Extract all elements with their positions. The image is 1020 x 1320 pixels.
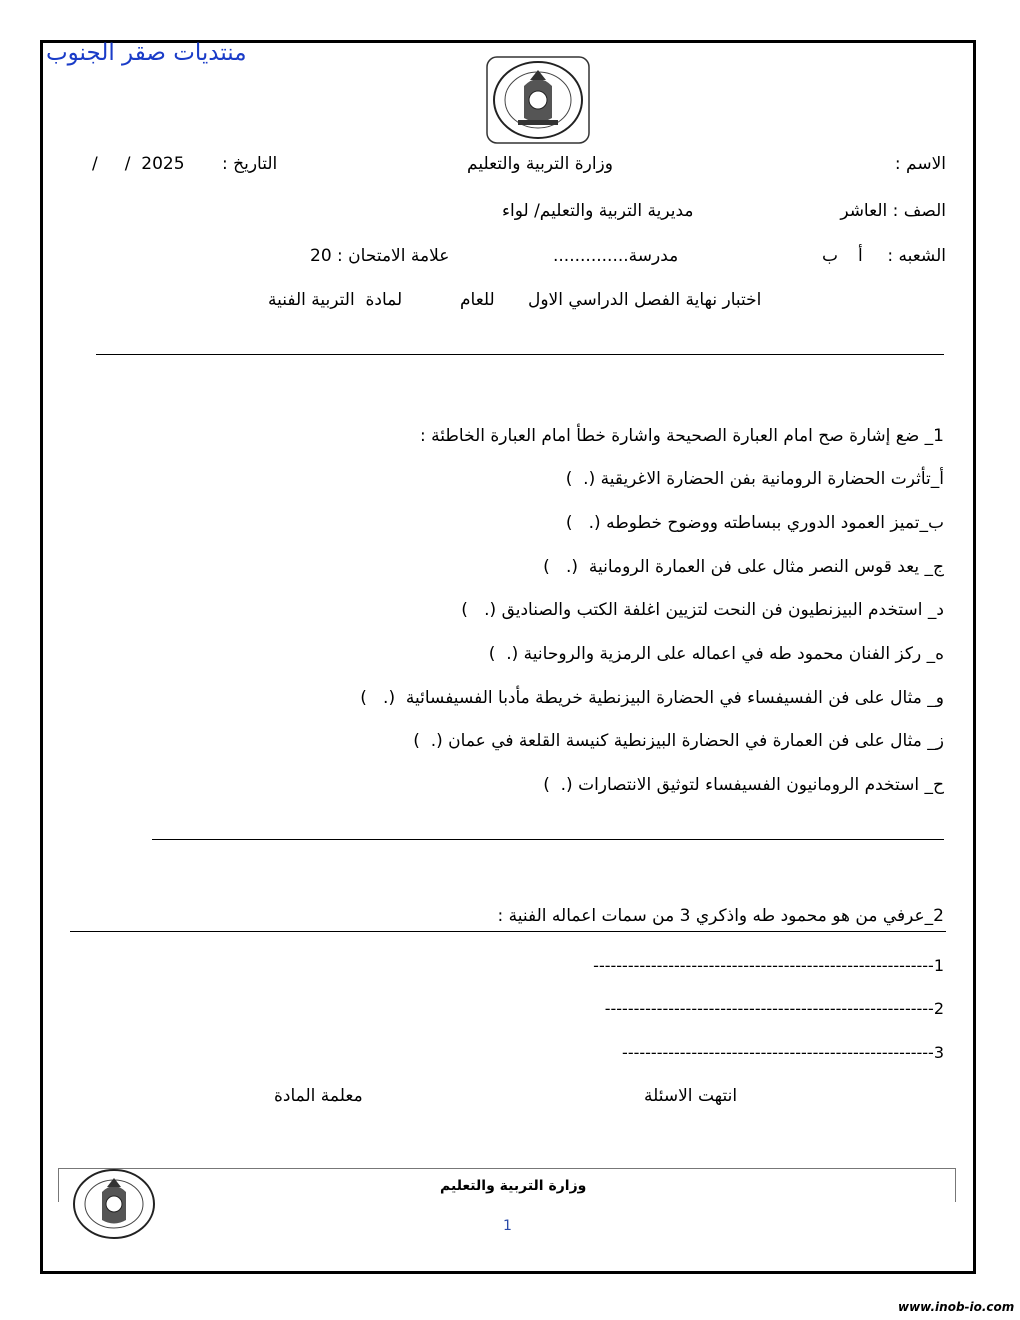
question2-prompt: 2_عرفي من هو محمود طه واذكري 3 من سمات اعماله الفنية : xyxy=(497,906,944,926)
ministry-seal-icon xyxy=(486,56,590,144)
question1-item: ح_ استخدم الرومانيون الفسيفساء لتوثيق الانتصارات (. ) xyxy=(543,775,944,795)
date-value: / / 2025 xyxy=(92,154,185,174)
question1-item: د_ استخدم البيزنطيون فن النحت لتزيين اغلفة الكتب والصناديق (. ) xyxy=(461,600,944,620)
header-divider xyxy=(96,354,944,355)
watermark-text: منتديات صقر الجنوب xyxy=(46,40,247,66)
answer-line-2: 2--------------------------------------------------------- xyxy=(604,999,944,1018)
question1-item: ه_ ركز الفنان محمود طه في اعماله على الرمزية والروحانية (. ) xyxy=(488,644,944,664)
directorate-label: مديرية التربية والتعليم/ لواء xyxy=(502,201,694,221)
date-label: التاريخ : xyxy=(222,154,278,174)
question1-item: ج_ يعد قوس النصر مثال على فن العمارة الرومانية (. ) xyxy=(543,557,944,577)
question1-item: ز_ مثال على فن العمارة في الحضارة البيزنطية كنيسة القلعة في عمان (. ) xyxy=(413,731,944,751)
answer-line-1: 1----------------------------------------------------------- xyxy=(593,956,944,975)
section-label: الشعبه : xyxy=(887,246,946,266)
class-label: الصف : العاشر xyxy=(840,201,946,221)
site-url[interactable]: www.inob-io.com xyxy=(898,1300,1015,1314)
exam-mark: علامة الامتحان : 20 xyxy=(310,246,450,266)
question1-divider xyxy=(152,839,944,840)
question2-divider xyxy=(70,931,946,932)
section-option-a: أ xyxy=(858,246,863,266)
footer-seal-icon xyxy=(70,1166,158,1242)
answer-line-3: 3------------------------------------------------------ xyxy=(622,1043,944,1062)
exam-title: اختبار نهاية الفصل الدراسي الاول xyxy=(528,290,762,310)
question1-prompt: 1_ ضع إشارة صح امام العبارة الصحيحة واشارة خطأ امام العبارة الخاطئة : xyxy=(420,426,944,446)
section-option-b: ب xyxy=(822,246,839,266)
year-label: للعام xyxy=(460,290,495,310)
subject-label: لمادة التربية الفنية xyxy=(268,290,403,310)
page-number: 1 xyxy=(503,1218,512,1234)
school-field: مدرسة.............. xyxy=(553,246,679,266)
question1-item: و_ مثال على فن الفسيفساء في الحضارة البيزنطية خريطة مأدبا الفسيفسائية (. ) xyxy=(360,688,944,708)
teacher-label: معلمة المادة xyxy=(274,1086,363,1106)
footer-ministry: وزارة التربية والتعليم xyxy=(440,1178,587,1194)
question1-item: أ_تأثرت الحضارة الرومانية بفن الحضارة الاغريقية (. ) xyxy=(565,469,944,489)
ministry-title: وزارة التربية والتعليم xyxy=(467,154,613,174)
name-label: الاسم : xyxy=(894,154,946,174)
question1-item: ب_تميز العمود الدوري ببساطته ووضوح خطوطه (. ) xyxy=(565,513,944,533)
end-of-questions: انتهت الاسئلة xyxy=(644,1086,738,1106)
